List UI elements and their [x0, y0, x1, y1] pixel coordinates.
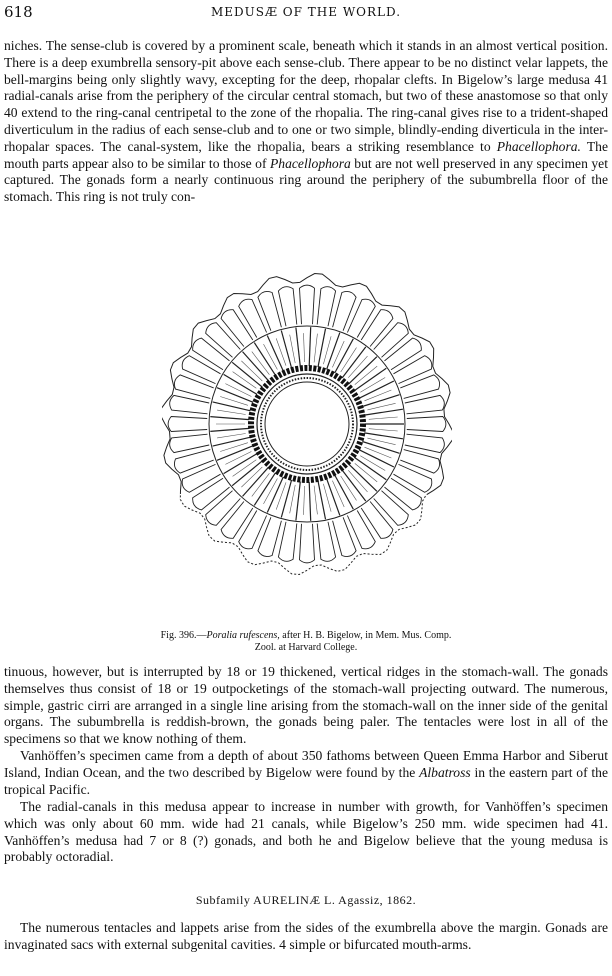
lappet-loop	[221, 502, 253, 539]
radial-canal-edge	[332, 341, 344, 367]
radial-canal-edge	[369, 417, 398, 419]
lappet-loop	[258, 291, 282, 330]
lappet-loop	[333, 517, 357, 556]
radial-canal	[364, 433, 403, 439]
lappet-loop	[361, 310, 393, 347]
lappet-loop	[317, 287, 335, 327]
lappet-loop	[385, 478, 422, 510]
lappet-loop	[347, 511, 375, 549]
p1-text-c: but are not well preserved in any specimen yet captured. The gonads form a nearly continuous ring around the periphery of the subumbrella floor of the stomach. This ring is not truly con-	[4, 155, 608, 205]
caption-species: Poralia rufescens,	[206, 630, 280, 641]
lappet-loop	[374, 491, 409, 526]
lappet-loop	[278, 522, 296, 562]
lappet-loop	[170, 395, 210, 413]
p1-italic-a: Phacellophora.	[496, 138, 581, 154]
central-stomach	[265, 382, 349, 466]
radial-canal	[362, 442, 399, 454]
radial-canal	[327, 333, 340, 370]
page-header	[4, 3, 608, 23]
radial-canal-edge	[314, 334, 317, 363]
radial-canal-edge	[332, 481, 344, 507]
radial-canal-edge	[341, 348, 357, 372]
lappet-loop	[174, 375, 213, 399]
radial-canal	[364, 409, 403, 415]
p1-text-a: niches. The sense-club is covered by a prominent scale, beneath which it stands in an almost vertical position. There is a deep exumbrella sensory-pit above each sense-club. There appear to be no distinct velar lappets, the bell-margins being only slightly wavy, excepting for the deep, rhopalar clefts. In Bigelow’s large medusa 41 radial-canals arise from the periphery of the circular central stomach, but two of these anastomose so that only 40 extend to the ring-canal centripetal to the zone of the rhopalia. The ring-canal gives rise to a trident-shaped diverticulum in the radius of each sense-club and to one or two simple, blindly-ending diverticula in the inter-rhopalar spaces. The canal-system, like the rhopalia, bears a striking resemblance to	[4, 38, 608, 154]
radial-canal-edge	[360, 456, 385, 471]
radial-canal-edge	[220, 443, 248, 452]
radial-canal-edge	[220, 397, 248, 406]
paragraph-2: tinuous, however, but is interrupted by 18 or 19 thickened, vertical ridges in the stomach-wall. The gonads themselves thus consist of 18 or 19 outpocketings of the stomach-wall projecting outward. The numerous, simple, gastric cirri are arranged in a single line arising from the stomach-wall on the inner side of the genital organs. The subumbrella is reddish-brown, the gonads being paler. The tentacles were lost in all of the specimens so that we know nothing of them.	[4, 664, 608, 747]
lappet-loop	[278, 287, 296, 327]
radial-canal-edge	[365, 447, 392, 458]
lappet-loop	[385, 338, 422, 370]
radial-canal-edge	[369, 429, 398, 431]
lappet-loop	[394, 356, 432, 384]
radial-canal	[349, 464, 377, 491]
lappet-loop	[317, 522, 335, 562]
running-head: MEDUSÆ OF THE WORLD.	[210, 5, 402, 19]
radial-canal-edge	[290, 485, 296, 513]
lappet-loop	[221, 310, 253, 347]
radial-canal	[210, 417, 249, 420]
caption-line-1	[0, 630, 612, 642]
lappet-loop	[182, 464, 220, 492]
lappet-loop	[300, 285, 315, 324]
caption-label: Fig. 396.—	[160, 630, 207, 641]
caption-text: after H. B. Bigelow, in Mem. Mus. Comp.	[279, 630, 452, 641]
lappet-loop	[174, 450, 213, 474]
medusa-illustration	[162, 264, 452, 624]
lappet-loop	[182, 356, 220, 384]
lappet-loop	[258, 517, 282, 556]
radial-canal	[327, 479, 340, 516]
radial-canal-edge	[360, 378, 385, 393]
medusa-drawing	[162, 274, 452, 575]
lappet-loop	[239, 299, 267, 337]
paragraph-5: The numerous tentacles and lappets arise from the sides of the exumbrella above the margin. Gonads are invaginated sacs with external subgenital cavities. 4 simple or bifurcated mouth-arms.	[4, 920, 608, 952]
lappet-loop	[407, 417, 446, 432]
lappet-loop	[193, 478, 230, 510]
radial-canal-edge	[264, 344, 278, 369]
lappet-loop	[361, 502, 393, 539]
radial-canal	[309, 327, 311, 366]
radial-canal-edge	[225, 384, 251, 397]
lappet-loop	[170, 434, 210, 452]
lappet-loop	[168, 417, 207, 432]
radial-canal	[296, 482, 300, 521]
radial-canal	[309, 482, 311, 521]
radial-canal-edge	[365, 390, 392, 401]
lappet-loop	[374, 323, 409, 358]
p1-italic-b: Phacellophora	[270, 155, 351, 171]
radial-canal	[362, 395, 399, 407]
lappet-loop	[239, 511, 267, 549]
subfamily-heading: Subfamily AURELINÆ L. Agassiz, 1862.	[195, 893, 417, 907]
radial-canal-edge	[314, 486, 317, 515]
radial-canal-edge	[225, 452, 251, 465]
radial-canal-edge	[341, 476, 357, 500]
radial-canal-edge	[217, 434, 246, 438]
p3-text-b: in the eastern part of the tropical Pacific.	[4, 764, 608, 797]
lappet-loop	[405, 434, 445, 452]
radial-canal	[210, 428, 249, 431]
lappet-loop	[300, 524, 315, 563]
lappet-loop	[405, 395, 445, 413]
caption-line-2: Zool. at Harvard College.	[254, 642, 358, 653]
figure-caption	[0, 630, 612, 654]
radial-canal-edge	[367, 438, 395, 445]
radial-canal	[213, 402, 251, 411]
lappet-loop	[400, 375, 439, 399]
radial-canal-edge	[367, 403, 395, 410]
lappet-loop	[347, 299, 375, 337]
p1-text-b: The mouth parts appear also to be similar to those of	[4, 138, 608, 171]
radial-canal	[349, 357, 377, 384]
radial-canal	[296, 328, 300, 367]
radial-canal	[213, 437, 251, 446]
p3-italic: Albatross	[419, 764, 471, 780]
page-number: 618	[4, 3, 33, 21]
lappet-loop	[394, 464, 432, 492]
radial-canal-edge	[217, 410, 246, 414]
paragraph-3	[4, 748, 608, 798]
lappet-loop	[193, 338, 230, 370]
lappet-loop	[333, 291, 357, 330]
paragraph-4: The radial-canals in this medusa appear to increase in number with growth, for Vanhöffen’s specimen which was only about 60 mm. wide had 21 canals, while Bigelow’s 250 mm. wide specimen had 41. Vanhöffen’s medusa had 7 or 8 (?) gonads, and both he and Bigelow believe that the young medusa is probably octoradial.	[4, 799, 608, 865]
radial-canal-edge	[290, 335, 296, 363]
radial-canal-edge	[304, 333, 305, 362]
paragraph-1	[4, 38, 608, 206]
p3-text-a: Vanhöffen’s specimen came from a depth of about 350 fathoms between Queen Emma Harbor and Siberut Island, Indian Ocean, and the two described by Bigelow were found by the	[4, 748, 608, 780]
radial-canal-edge	[264, 479, 278, 504]
radial-canal-edge	[304, 486, 305, 515]
lappet-loop	[206, 323, 241, 358]
lappet-loop	[400, 450, 439, 474]
lappet-loop	[206, 491, 241, 526]
